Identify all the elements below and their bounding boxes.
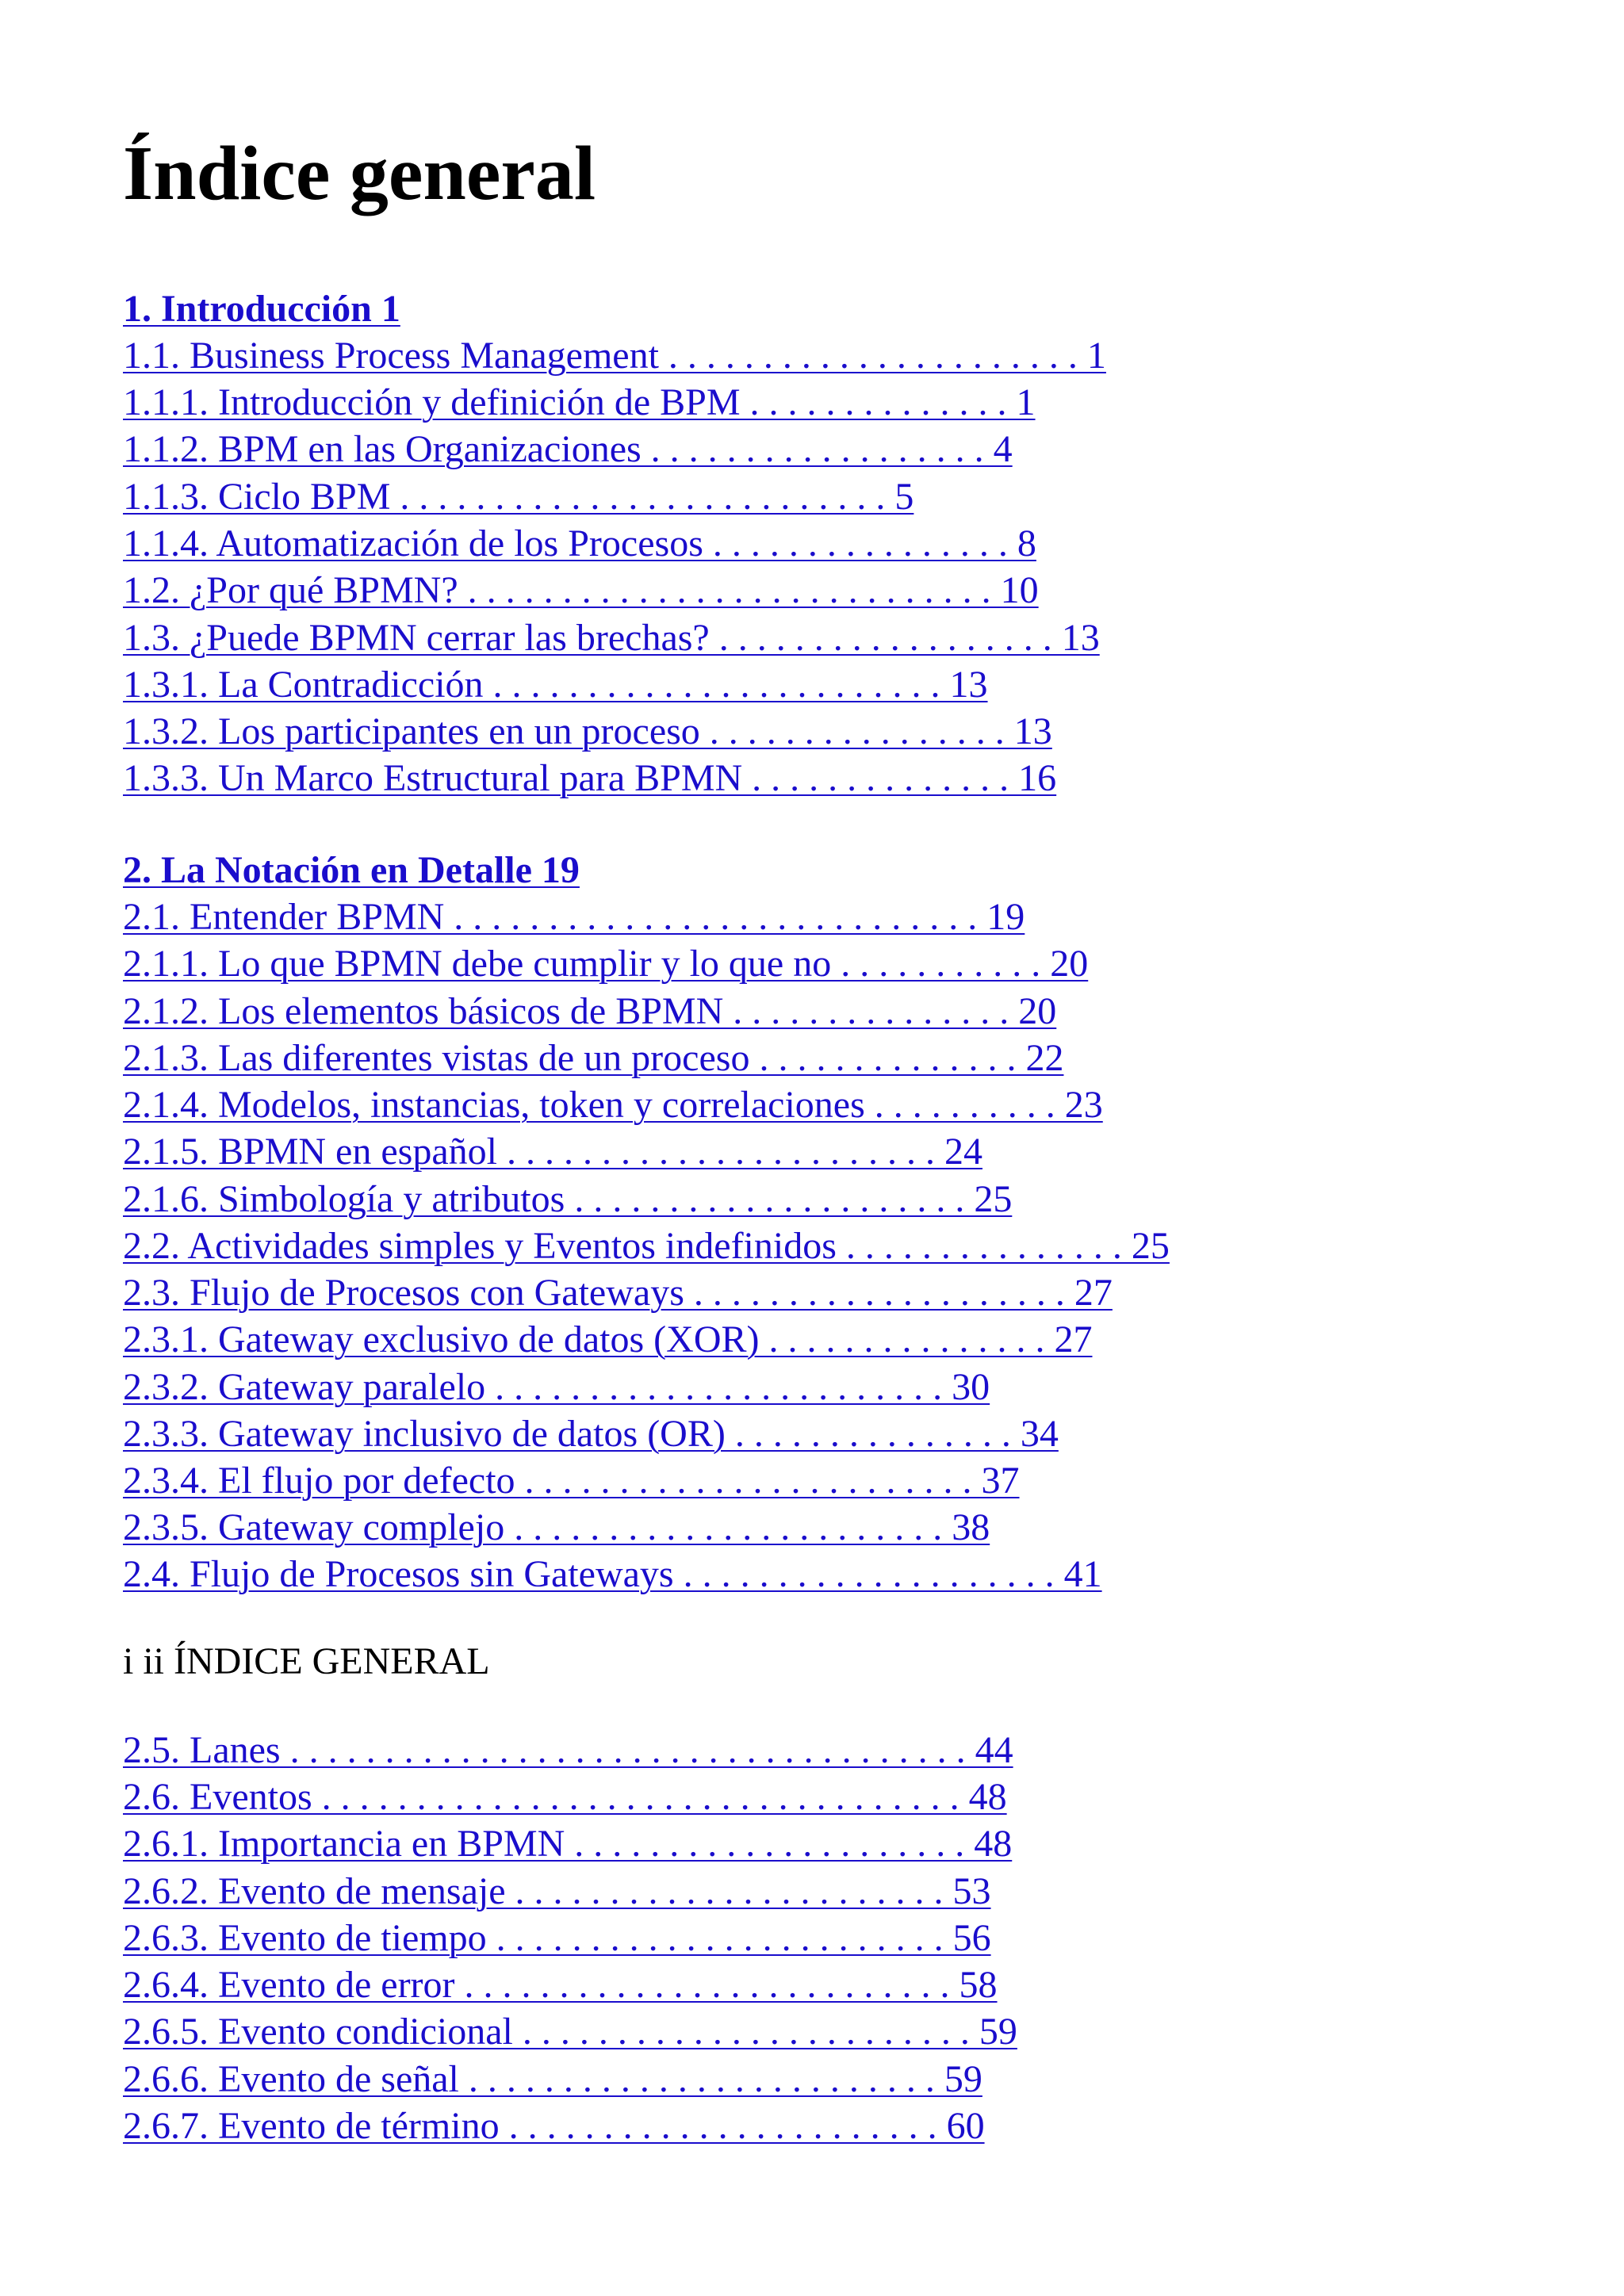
toc-entry-link[interactable]: 1.1.2. BPM en las Organizaciones . . . . . . . . . . . . . . . . . . 4 [123, 428, 1013, 470]
toc-entry-link[interactable]: 2.6.5. Evento condicional . . . . . . . . . . . . . . . . . . . . . . . . 59 [123, 2011, 1017, 2053]
toc-entry-link[interactable]: 2.6.6. Evento de señal . . . . . . . . . . . . . . . . . . . . . . . . . 59 [123, 2058, 982, 2100]
toc-entry-link[interactable]: 1.3.3. Un Marco Estructural para BPMN . . . . . . . . . . . . . . 16 [123, 757, 1057, 799]
toc-entry-link[interactable]: 2.6. Eventos . . . . . . . . . . . . . . . . . . . . . . . . . . . . . . . . . . 48 [123, 1776, 1007, 1818]
running-header: i ii ÍNDICE GENERAL [123, 1640, 490, 1682]
toc-entry-link[interactable]: 1.3.2. Los participantes en un proceso . . . . . . . . . . . . . . . . 13 [123, 710, 1052, 752]
toc-entry-link[interactable]: 2.1. Entender BPMN . . . . . . . . . . . . . . . . . . . . . . . . . . . . 19 [123, 896, 1025, 938]
toc-entry-link[interactable]: 1.1.4. Automatización de los Procesos . . . . . . . . . . . . . . . . 8 [123, 522, 1036, 564]
toc-entry-link[interactable]: 2.6.2. Evento de mensaje . . . . . . . . . . . . . . . . . . . . . . . 53 [123, 1870, 991, 1912]
toc-entry-link[interactable]: 2.3.3. Gateway inclusivo de datos (OR) . . . . . . . . . . . . . . . 34 [123, 1413, 1059, 1455]
toc-chapter-2-link[interactable]: 2. La Notación en Detalle 19 [123, 849, 580, 891]
toc-entry-link[interactable]: 2.3.4. El flujo por defecto . . . . . . . . . . . . . . . . . . . . . . . . 37 [123, 1460, 1020, 1502]
toc-entry-link[interactable]: 2.3. Flujo de Procesos con Gateways . . . . . . . . . . . . . . . . . . . . 27 [123, 1272, 1113, 1314]
toc-entry-link[interactable]: 2.6.7. Evento de término . . . . . . . . . . . . . . . . . . . . . . . 60 [123, 2105, 985, 2147]
toc-entry-link[interactable]: 2.1.1. Lo que BPMN debe cumplir y lo que no . . . . . . . . . . . 20 [123, 943, 1089, 985]
toc-entry-link[interactable]: 2.3.5. Gateway complejo . . . . . . . . . . . . . . . . . . . . . . . 38 [123, 1506, 990, 1548]
toc-entry-link[interactable]: 2.1.3. Las diferentes vistas de un proceso . . . . . . . . . . . . . . 22 [123, 1037, 1064, 1079]
toc-entry-link[interactable]: 2.1.4. Modelos, instancias, token y correlaciones . . . . . . . . . . 23 [123, 1084, 1103, 1126]
toc-entry-link[interactable]: 2.6.3. Evento de tiempo . . . . . . . . . . . . . . . . . . . . . . . . 56 [123, 1917, 991, 1959]
toc-entry-link[interactable]: 2.1.6. Simbología y atributos . . . . . . . . . . . . . . . . . . . . . 25 [123, 1178, 1013, 1220]
toc-entry-link[interactable]: 2.6.1. Importancia en BPMN . . . . . . . . . . . . . . . . . . . . . 48 [123, 1823, 1013, 1865]
toc-entry-link[interactable]: 2.4. Flujo de Procesos sin Gateways . . . . . . . . . . . . . . . . . . . . 41 [123, 1553, 1102, 1595]
toc-chapter-1-link[interactable]: 1. Introducción 1 [123, 288, 400, 330]
toc-entry-link[interactable]: 2.3.2. Gateway paralelo . . . . . . . . . . . . . . . . . . . . . . . . 30 [123, 1366, 990, 1408]
toc-entry-link[interactable]: 1.1.3. Ciclo BPM . . . . . . . . . . . . . . . . . . . . . . . . . . 5 [123, 476, 914, 518]
toc-entry-link[interactable]: 1.2. ¿Por qué BPMN? . . . . . . . . . . . . . . . . . . . . . . . . . . . . 10 [123, 569, 1039, 611]
toc-entry-link[interactable]: 2.1.2. Los elementos básicos de BPMN . . . . . . . . . . . . . . . 20 [123, 990, 1057, 1032]
page-title: Índice general [123, 131, 596, 216]
toc-entry-link[interactable]: 2.1.5. BPMN en español . . . . . . . . . . . . . . . . . . . . . . . 24 [123, 1131, 982, 1173]
toc-entry-link[interactable]: 2.3.1. Gateway exclusivo de datos (XOR) . . . . . . . . . . . . . . . 27 [123, 1318, 1093, 1360]
toc-entry-link[interactable]: 1.1. Business Process Management . . . . . . . . . . . . . . . . . . . . . . 1 [123, 335, 1106, 377]
toc-entry-link[interactable]: 2.6.4. Evento de error . . . . . . . . . . . . . . . . . . . . . . . . . . 58 [123, 1964, 998, 2006]
toc-entry-link[interactable]: 1.3.1. La Contradicción . . . . . . . . . . . . . . . . . . . . . . . . 13 [123, 664, 988, 706]
toc-entry-link[interactable]: 1.3. ¿Puede BPMN cerrar las brechas? . . . . . . . . . . . . . . . . . . 13 [123, 617, 1100, 659]
toc-entry-link[interactable]: 2.5. Lanes . . . . . . . . . . . . . . . . . . . . . . . . . . . . . . . . . . . . 44 [123, 1729, 1013, 1771]
toc-entry-link[interactable]: 1.1.1. Introducción y definición de BPM . . . . . . . . . . . . . . 1 [123, 381, 1036, 423]
toc-entry-link[interactable]: 2.2. Actividades simples y Eventos indefinidos . . . . . . . . . . . . . . . 25 [123, 1225, 1170, 1267]
